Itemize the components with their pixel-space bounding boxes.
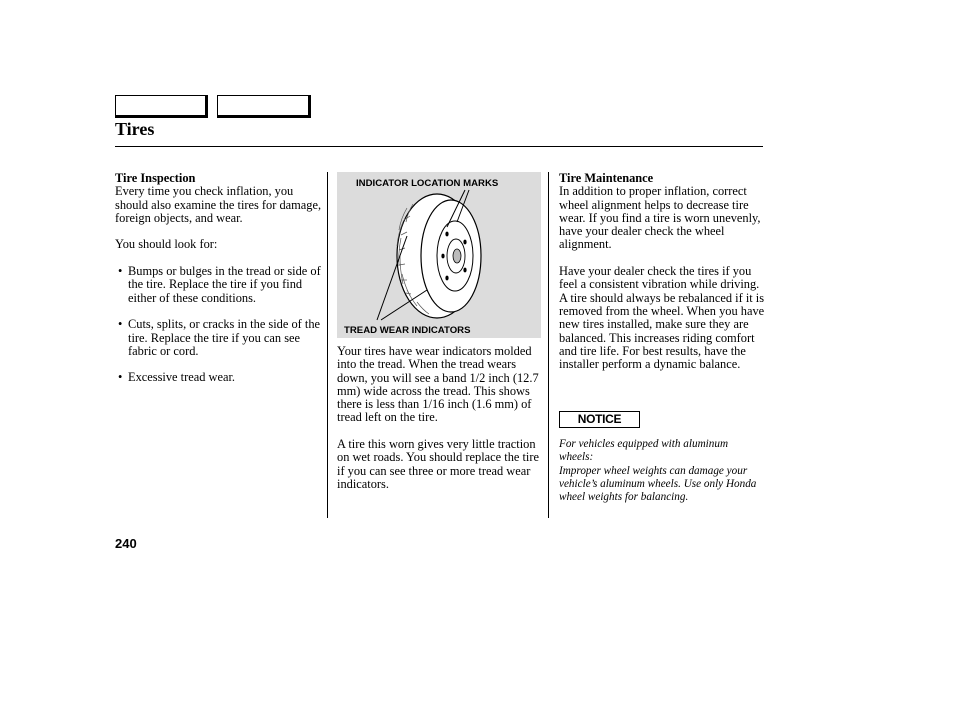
paragraph-balance: Have your dealer check the tires if you feel a consistent vibration while driving. A tire should always be rebalanced if it is removed from the wheel. When you have new tires installed, make sure they are balanced. This increases riding comfort and tire life. For best results, have the installer perform a dynamic balance. xyxy=(559,264,765,372)
tire-illustration xyxy=(337,172,541,338)
paragraph-look-for: You should look for: xyxy=(115,237,218,252)
paragraph-replace-tire: A tire this worn gives very little traction on wet roads. You should replace the tire if you can see three or more tread wear indicators. xyxy=(337,437,539,491)
notice-line-weights: Improper wheel weights can damage your vehicle’s aluminum wheels. Use only Honda wheel weights for balancing. xyxy=(559,464,757,504)
list-item: • Bumps or bulges in the tread or side of the tire. Replace the tire if you find either of these conditions. xyxy=(115,265,323,305)
column-divider-2 xyxy=(548,172,549,518)
column-wear-indicators xyxy=(337,345,545,505)
paragraph-alignment: In addition to proper inflation, correct wheel alignment helps to decrease tire wear. If you find a tire is worn unevenly, have your dealer check the wheel alignment. xyxy=(559,184,761,252)
label-tread-wear-indicators: TREAD WEAR INDICATORS xyxy=(344,325,471,336)
inspection-list xyxy=(115,265,323,385)
column-tire-maintenance xyxy=(559,172,765,385)
notice-line-aluminum: For vehicles equipped with aluminum wheels: xyxy=(559,438,729,464)
notice-badge: NOTICE xyxy=(559,411,640,428)
tire-drawing xyxy=(337,172,541,338)
section-heading-tire-inspection: Tire Inspection xyxy=(115,171,196,185)
list-item: • Cuts, splits, or cracks in the side of the tire. Replace the tire if you can see fabric or cord. xyxy=(115,318,323,358)
section-heading-tire-maintenance: Tire Maintenance xyxy=(559,171,654,185)
header-tab-box-2 xyxy=(217,95,311,118)
column-divider-1 xyxy=(327,172,328,518)
title-divider xyxy=(115,146,763,147)
paragraph-wear-indicators: Your tires have wear indicators molded into the tread. When the tread wears down, you will see a band 1/2 inch (12.7 mm) wide across the tread. This shows there is less than 1/16 inch (1.6 mm) of tread left on the tire. xyxy=(337,344,539,425)
column-tire-inspection xyxy=(115,172,323,398)
list-item: • Excessive tread wear. xyxy=(115,371,323,384)
page-title: Tires xyxy=(115,119,155,139)
label-indicator-location-marks: INDICATOR LOCATION MARKS xyxy=(356,178,499,189)
header-tab-box-1 xyxy=(115,95,208,118)
notice-text xyxy=(559,438,764,504)
paragraph-intro: Every time you check inflation, you should also examine the tires for damage, foreign objects, and wear. xyxy=(115,184,322,225)
page-number: 240 xyxy=(115,536,137,551)
